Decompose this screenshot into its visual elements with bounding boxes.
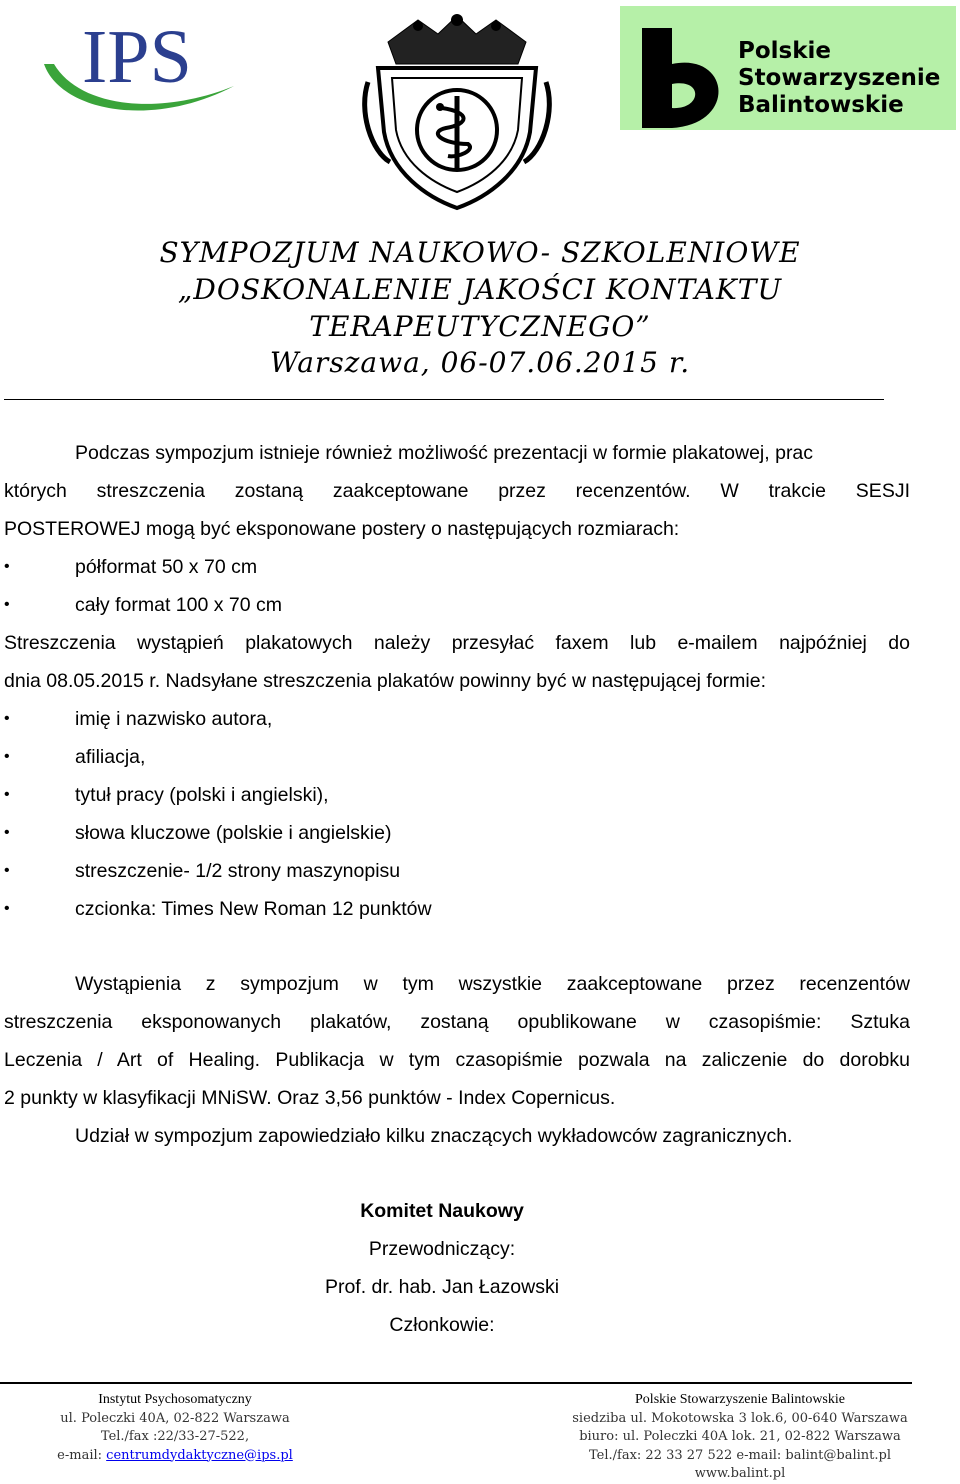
bullet: • [4, 558, 10, 575]
bullet: • [4, 710, 10, 727]
paragraph-3-line-1: Wystąpienia z sympozjum w tym wszystkie zaakceptowane przez recenzentów [75, 973, 910, 995]
paragraph-2-line-2: dnia 08.05.2015 r. Nadsyłane streszczenia plakatów powinny być w następującej formie: [4, 670, 767, 692]
balint-logo-line3: Balintowskie [738, 92, 904, 118]
title-line-4: Warszawa, 06-07.06.2015 r. [269, 346, 691, 379]
size-item: półformat 50 x 70 cm [75, 556, 258, 578]
requirement-item: słowa kluczowe (polskie i angielskie) [75, 822, 392, 844]
committee-members-label: Członkowie: [389, 1314, 495, 1336]
footer-ips-name: Instytut Psychosomatyczny [98, 1392, 252, 1407]
footer-balint-contact: Tel./fax: 22 33 27 522 e-mail: balint@balint.pl [589, 1447, 891, 1463]
footer-balint-seat: siedziba ul. Mokotowska 3 lok.6, 00-640 Warszawa [572, 1410, 908, 1426]
footer-ips-address: ul. Poleczki 40A, 02-822 Warszawa [60, 1410, 290, 1426]
title-line-1: SYMPOZJUM NAUKOWO- SZKOLENIOWE [159, 236, 801, 269]
committee-chair-label: Przewodniczący: [368, 1238, 516, 1260]
committee-chair-name: Prof. dr. hab. Jan Łazowski [324, 1276, 560, 1298]
requirement-item: afiliacja, [75, 746, 146, 768]
bullet: • [4, 824, 10, 841]
bullet: • [4, 748, 10, 765]
paragraph-1-line-3: POSTEROWEJ mogą być eksponowane postery o następujących rozmiarach: [4, 518, 680, 540]
paragraph-3-line-2: streszczenia eksponowanych plakatów, zostaną opublikowane w czasopiśmie: Sztuka [4, 1011, 910, 1033]
footer-balint-website[interactable]: www.balint.pl [694, 1466, 786, 1481]
bullet: • [4, 786, 10, 803]
title-divider [4, 399, 884, 400]
footer-balint [560, 1391, 920, 1484]
footer-divider [0, 1382, 912, 1384]
paragraph-3-line-4: 2 punkty w klasyfikacji MNiSW. Oraz 3,56 punktów - Index Copernicus. [4, 1087, 616, 1109]
title-line-3: TERAPEUTYCZNEGO” [309, 310, 651, 343]
ips-logo [40, 12, 240, 122]
footer-balint-name: Polskie Stowarzyszenie Balintowskie [635, 1392, 845, 1407]
committee-heading: Komitet Naukowy [360, 1200, 524, 1222]
balint-logo [620, 6, 956, 130]
bullet: • [4, 900, 10, 917]
bullet: • [4, 596, 10, 613]
footer-ips-email-link[interactable]: centrumdydaktyczne@ips.pl [106, 1447, 293, 1463]
requirement-item: imię i nazwisko autora, [75, 708, 273, 730]
balint-logo-line1: Polskie [738, 38, 832, 64]
bullet: • [4, 862, 10, 879]
requirement-item: tytuł pracy (polski i angielski), [75, 784, 329, 806]
footer-ips-phone: Tel./fax :22/33-27-522, [100, 1429, 250, 1444]
paragraph-2-line-1: Streszczenia wystąpień plakatowych należy przesyłać faxem lub e-mailem najpóźniej do [4, 632, 910, 654]
paragraph-4: Udział w sympozjum zapowiedziało kilku znaczących wykładowców zagranicznych. [75, 1125, 793, 1147]
title-line-2: „DOSKONALENIE JAKOŚCI KONTAKTU [177, 273, 783, 306]
size-item: cały format 100 x 70 cm [75, 594, 282, 616]
ips-logo-text: IPS [82, 15, 192, 99]
paragraph-1-line-2: których streszczenia zostaną zaakceptowane przez recenzentów. W trakcie SESJI [4, 480, 910, 502]
footer-ips-email-row [40, 1447, 310, 1466]
paragraph-3-line-3: Leczenia / Art of Healing. Publikacja w tym czasopiśmie pozwala na zaliczenie do dorobku [4, 1049, 910, 1071]
footer-ips-email-prefix: e-mail: [57, 1447, 107, 1463]
footer-ips [40, 1391, 310, 1465]
balint-logo-line2: Stowarzyszenie [738, 65, 941, 91]
crest-emblem [358, 12, 556, 212]
requirement-item: czcionka: Times New Roman 12 punktów [75, 898, 432, 920]
requirement-item: streszczenie- 1/2 strony maszynopisu [75, 860, 401, 882]
footer-balint-office: biuro: ul. Poleczki 40A lok. 21, 02-822 Warszawa [579, 1429, 901, 1444]
paragraph-1-line-1: Podczas sympozjum istnieje również możliwość prezentacji w formie plakatowej, prac [75, 442, 814, 464]
